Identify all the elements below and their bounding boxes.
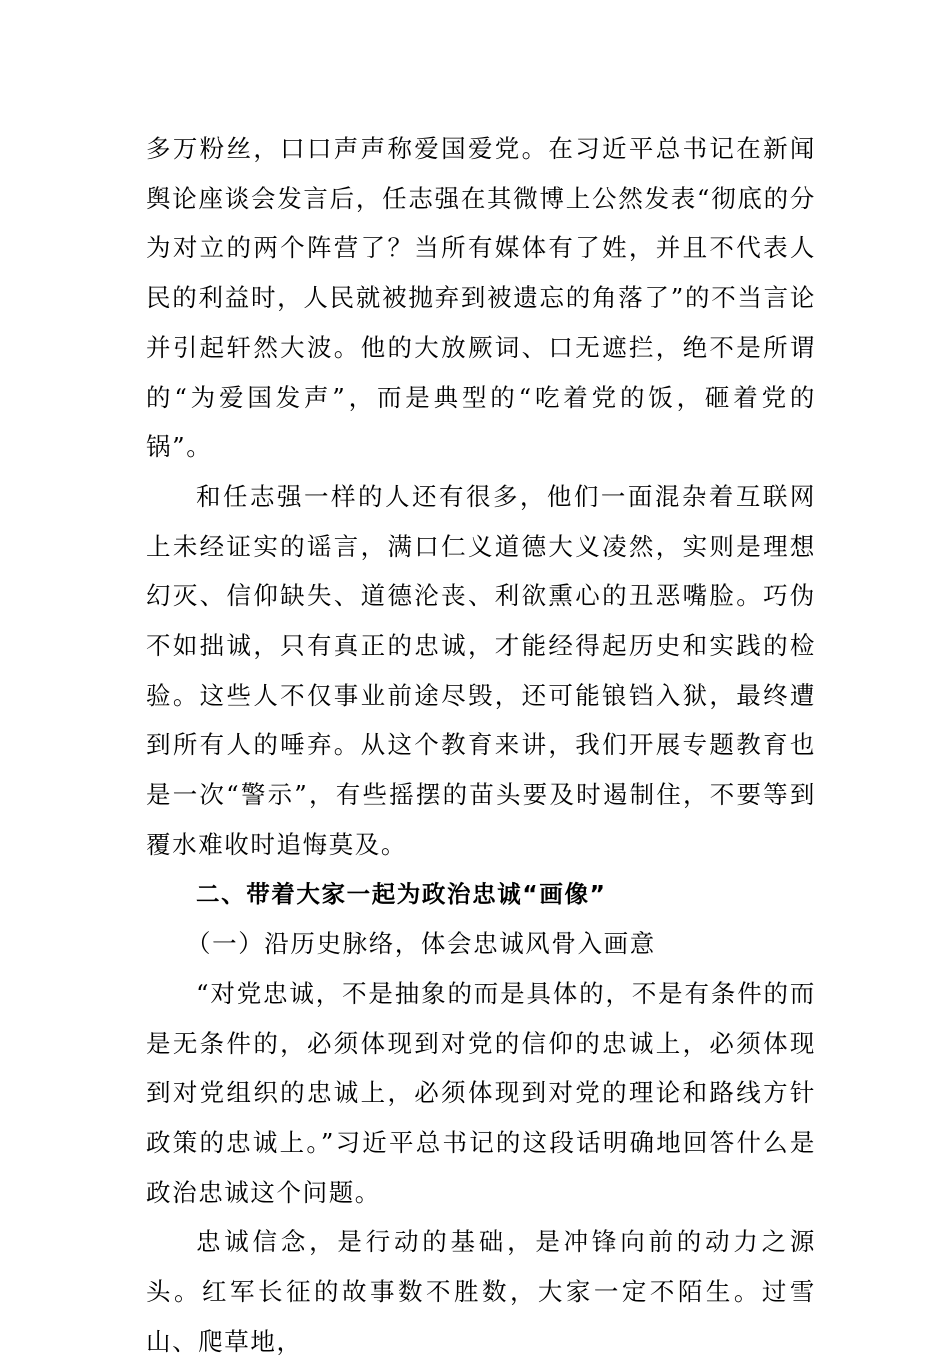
document-body <box>146 124 816 1367</box>
paragraph: 和任志强一样的人还有很多，他们一面混杂着互联网上未经证实的谣言，满口仁义道德大义凌然，实则是理想幻灭、信仰缺失、道德沦丧、利欲熏心的丑恶嘴脸。巧伪不如拙诚，只有真正的忠诚，才能经得起历史和实践的检验。这些人不仅事业前途尽毁，还可能锒铛入狱，最终遭到所有人的唾弃。从这个教育来讲，我们开展专题教育也是一次“警示”，有些摇摆的苗头要及时遏制住，不要等到覆水难收时追悔莫及。 <box>146 481 816 859</box>
section-heading: 二、带着大家一起为政治忠诚“画像” <box>196 879 607 908</box>
paragraph-continuation: 多万粉丝，口口声声称爱国爱党。在习近平总书记在新闻舆论座谈会发言后，任志强在其微博上公然发表“彻底的分为对立的两个阵营了？当所有媒体有了姓，并且不代表人民的利益时，人民就被抛弃到被遗忘的角落了”的不当言论并引起轩然大波。他的大放厥词、口无遮拦，绝不是所谓的“为爱国发声”，而是典型的“吃着党的饭，砸着党的锅”。 <box>146 134 816 462</box>
subsection-heading: （一）沿历史脉络，体会忠诚风骨入画意 <box>186 929 656 959</box>
paragraph: “对党忠诚，不是抽象的而是具体的，不是有条件的而是无条件的，必须体现到对党的信仰的忠诚上，必须体现到对党组织的忠诚上，必须体现到对党的理论和路线方针政策的忠诚上。”习近平总书记的这段话明确地回答什么是政治忠诚这个问题。 <box>146 978 816 1207</box>
paragraph: 忠诚信念，是行动的基础，是冲锋向前的动力之源头。红军长征的故事数不胜数，大家一定不陌生。过雪山、爬草地， <box>146 1227 816 1356</box>
